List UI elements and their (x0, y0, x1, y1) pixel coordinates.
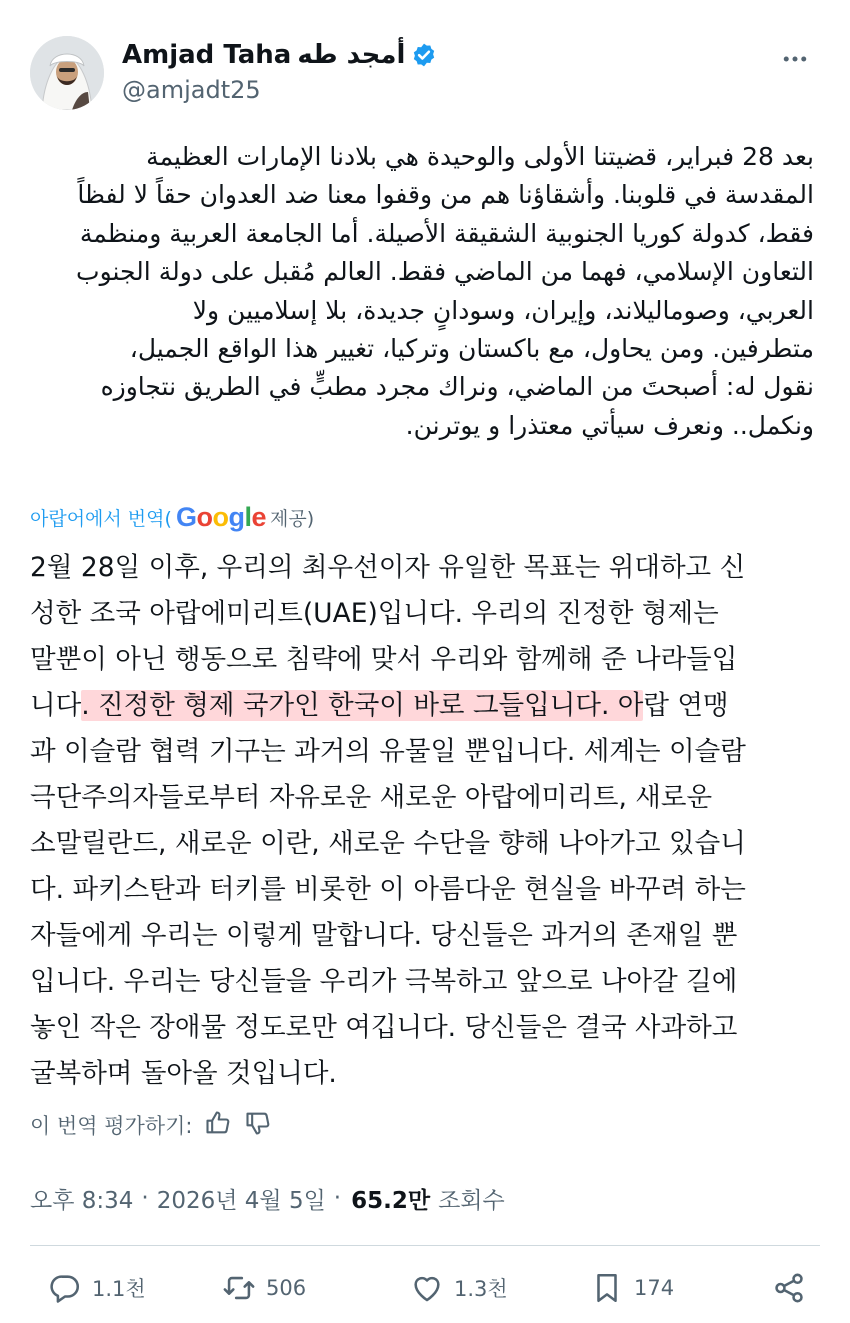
avatar[interactable] (30, 36, 104, 110)
like-button[interactable] (410, 1265, 508, 1311)
repost-count: 506 (266, 1276, 307, 1300)
translation-line: 놓인 작은 장애물 정도로만 여깁니다. 당신들은 결국 사과하고 (30, 1012, 738, 1043)
thumbs-up-icon (204, 1109, 232, 1137)
thumbs-up-button[interactable] (204, 1109, 232, 1142)
translation-text: 랍 연맹 (643, 690, 729, 721)
repost-icon (222, 1271, 256, 1305)
bookmark-count: 174 (634, 1276, 675, 1300)
arabic-line: بعد 28 فبراير، قضيتنا الأولى والوحيدة هي بلادنا الإمارات العظيمة (146, 142, 814, 171)
google-attribution (172, 502, 314, 533)
meta-separator: · (141, 1185, 149, 1211)
translation-line: 극단주의자들로부터 자유로운 새로운 아랍에미리트, 새로운 (30, 782, 713, 813)
share-button[interactable] (772, 1265, 806, 1311)
thumbs-down-icon (244, 1109, 272, 1137)
arabic-line: ونكمل.. ونعرف سيأتي معتذرا و يوترنن. (405, 410, 814, 440)
rate-translation (30, 1108, 272, 1142)
translation-text: 니다 (30, 690, 82, 721)
translation-line: 성한 조국 아랍에미리트(UAE)입니다. 우리의 진정한 형제는 (30, 598, 719, 629)
translation-line (30, 683, 820, 729)
repost-button[interactable] (222, 1265, 306, 1311)
author-name[interactable]: Amjad Taha (122, 40, 292, 70)
highlighted-text: . 진정한 형제 국가인 한국이 바로 그들입니다. 아 (81, 690, 644, 721)
author-name-arabic[interactable]: أمجد طه (297, 40, 406, 70)
reply-count: 1.1천 (92, 1277, 146, 1301)
tweet-date[interactable]: 2026년 4월 5일 (156, 1187, 326, 1214)
display-name[interactable] (122, 40, 437, 70)
more-icon (780, 44, 810, 74)
arabic-line: متطرفين. ومن يحاول، مع باكستان وتركيا، تغيير هذا الواقع الجميل، (129, 334, 814, 364)
tweet-text-arabic (30, 138, 814, 445)
tweet-actions (30, 1265, 820, 1311)
arabic-line: نقول له: أصبحتَ من الماضي، ونراك مجرد مطبٍّ في الطريق نتجاوزه (100, 372, 814, 402)
tweet-text-translation (30, 545, 820, 1097)
share-icon (772, 1271, 806, 1305)
meta-separator: · (333, 1185, 342, 1211)
author-handle[interactable]: @amjadt25 (122, 76, 261, 104)
translation-line: 다. 파키스탄과 터키를 비롯한 이 아름다운 현실을 바꾸려 하는 (30, 874, 746, 905)
translation-line: 2월 28일 이후, 우리의 최우선이자 유일한 목표는 위대하고 신 (30, 552, 746, 583)
tweet-meta (30, 1180, 505, 1216)
provided-by-label: 제공) (270, 507, 315, 530)
translated-from-link[interactable]: 아랍어에서 번역( (30, 507, 172, 530)
translation-line: 굴복하며 돌아올 것입니다. (30, 1058, 337, 1089)
thumbs-down-button[interactable] (244, 1109, 272, 1142)
translation-line: 소말릴란드, 새로운 이란, 새로운 수단을 향해 나아가고 있습니 (30, 828, 746, 859)
avatar-image (30, 36, 104, 110)
translation-line: 과 이슬람 협력 기구는 과거의 유물일 뿐입니다. 세계는 이슬람 (30, 736, 746, 767)
more-button[interactable] (780, 44, 810, 78)
arabic-line: العربي، وصوماليلاند، وإيران، وسودانٍ جديدة، بلا إسلاميين ولا (192, 295, 814, 325)
arabic-line: فقط، كدولة كوريا الجنوبية الشقيقة الأصيلة. أما الجامعة العربية ومنظمة (79, 218, 814, 248)
translation-line: 입니다. 우리는 당신들을 우리가 극복하고 앞으로 나아갈 길에 (30, 966, 738, 997)
rate-translation-label: 이 번역 평가하기: (30, 1114, 193, 1138)
tweet-header (30, 36, 820, 112)
translation-line: 말뿐이 아닌 행동으로 침략에 맞서 우리와 함께해 준 나라들입 (30, 644, 738, 675)
arabic-line: التعاون الإسلامي، فهما من الماضي فقط. العالم مُقبل على دولة الجنوب (76, 257, 814, 287)
divider (30, 1245, 820, 1246)
translation-line: 자들에게 우리는 이렇게 말합니다. 당신들은 과거의 존재일 뿐 (30, 920, 738, 951)
tweet-time[interactable]: 오후 8:34 (30, 1187, 134, 1214)
translation-attribution (30, 500, 314, 534)
bookmark-button[interactable] (590, 1265, 674, 1311)
view-count: 65.2만 (351, 1187, 431, 1214)
reply-button[interactable] (48, 1265, 146, 1311)
view-count-label: 조회수 (438, 1187, 505, 1214)
like-count: 1.3천 (454, 1277, 508, 1301)
reply-icon (48, 1271, 82, 1305)
bookmark-icon (590, 1271, 624, 1305)
google-logo: Google (175, 501, 266, 532)
like-icon (410, 1271, 444, 1305)
verified-badge-icon (411, 42, 437, 68)
arabic-line: المقدسة في قلوبنا. وأشقاؤنا هم من وقفوا معنا ضد العدوان حقاً لا لفظاً (77, 180, 814, 210)
